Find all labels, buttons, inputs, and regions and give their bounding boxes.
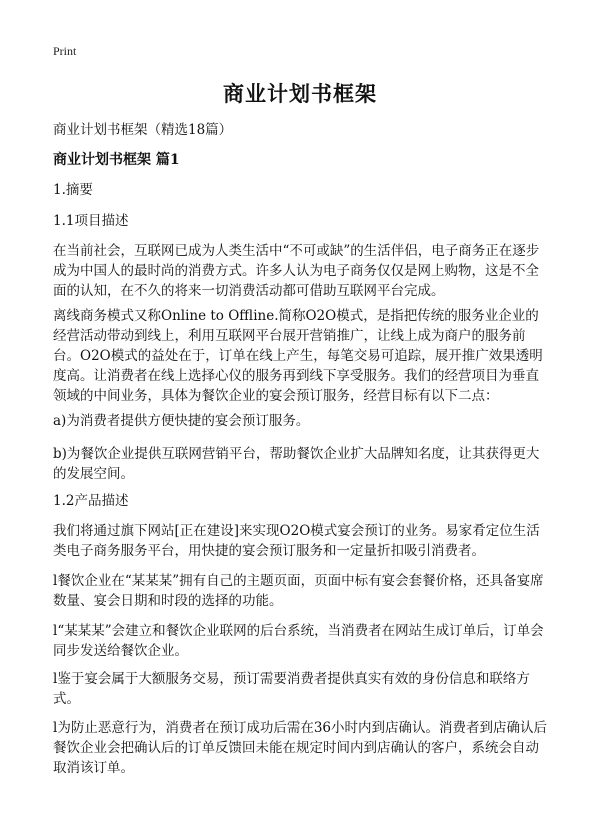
list-item-a: a)为消费者提供方便快捷的宴会预订服务。 [53,413,310,429]
heading-product-description: 1.2产品描述 [53,493,129,509]
bullet-item-4: l为防止恶意行为，消费者在预订成功后需在36小时内到店确认。消费者到店确认后餐饮企业会把确认后的订单反馈回未能在规定时间内到店确认的客户，系统会自动取消该订单。 [53,720,547,776]
paragraph-product: 我们将通过旗下网站[正在建设]来实现O2O模式宴会预订的业务。易家肴定位生活类电子商务服务平台，用快捷的宴会预订服务和一定量折扣吸引消费者。 [53,523,540,559]
paragraph-intro: 在当前社会，互联网已成为人类生活中“不可或缺”的生活伴侣，电子商务正在逐步成为中国人的最时尚的消费方式。许多人认为电子商务仅仅是网上购物，这是不全面的认知，在不久的将来一切消费活动都可借助互联网平台完成。 [53,243,540,299]
list-item-b: b)为餐饮企业提供互联网营销平台，帮助餐饮企业扩大品牌知名度，让其获得更大的发展空间。 [53,446,540,482]
paragraph-o2o: 离线商务模式又称Online to Offline.简称O2O模式，是指把传统的服务业企业的经营活动带动到线上，利用互联网平台展开营销推广，让线上成为商户的服务前台。O2O模式的益处在于，订单在线上产生，每笔交易可追踪，展开推广效果透明度高。让消费者在线上选择心仪的服务再到线下享受服务。我们的经营项目为垂直领域的中间业务，具体为餐饮企业的宴会预订服务，经营目标有以下二点： [53,308,543,404]
subtitle: 商业计划书框架（精选18篇） [53,122,233,138]
print-link[interactable]: Print [53,44,77,58]
bullet-item-3: l鉴于宴会属于大额服务交易，预订需要消费者提供真实有效的身份信息和联络方式。 [53,671,530,707]
heading-summary: 1.摘要 [53,182,93,198]
bullet-item-2: l“某某某”会建立和餐饮企业联网的后台系统，当消费者在网站生成订单后，订单会同步发送给餐饮企业。 [53,623,544,659]
page-title: 商业计划书框架 [223,81,377,106]
heading-project-description: 1.1项目描述 [53,213,129,229]
bullet-item-1: l餐饮企业在“某某某”拥有自己的主题页面，页面中标有宴会套餐价格，还具备宴席数量、宴会日期和时段的选择的功能。 [53,573,544,609]
section-heading: 商业计划书框架 篇1 [53,152,180,168]
